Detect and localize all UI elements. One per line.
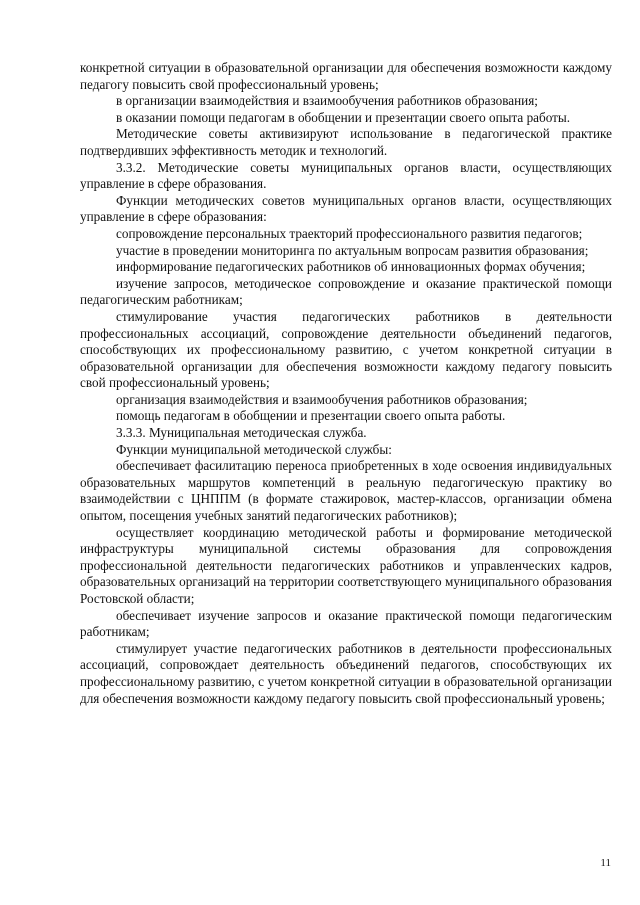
paragraph: информирование педагогических работников об инновационных формах обучения; xyxy=(116,259,586,275)
paragraph: 3.3.3. Муниципальная методическая служба. xyxy=(116,425,367,441)
paragraph: 3.3.2. Методические советы муниципальных органов власти, осуществляющих управление в сфере образования. xyxy=(80,159,612,192)
paragraph: стимулирует участие педагогических работников в деятельности профессиональных ассоциаций, сопровождает деятельность объединений педагогов, способствующих их профессиональному развитию, с учетом конкретной ситуации в образовательной организации для обеспечения возможности каждому педагогу повысить свой профессиональный уровень; xyxy=(80,640,612,706)
paragraph: обеспечивает изучение запросов и оказание практической помощи педагогическим работникам; xyxy=(80,607,612,640)
paragraph: организация взаимодействия и взаимообучения работников образования; xyxy=(116,391,528,407)
paragraph: конкретной ситуации в образовательной организации для обеспечения возможности каждому педагогу повысить свой профессиональный уровень; xyxy=(80,60,612,92)
paragraph: стимулирование участия педагогических работников в деятельности профессиональных ассоциаций, сопровождение деятельности объединений педагогов, способствующих их профессиональному развитию, с учетом конкретной ситуации в образовательной организации для обеспечения возможности каждому педагогу повысить свой профессиональный уровень; xyxy=(80,308,612,391)
paragraph: участие в проведении мониторинга по актуальным вопросам развития образования; xyxy=(116,242,589,258)
paragraph: обеспечивает фасилитацию переноса приобретенных в ходе освоения индивидуальных образовательных маршрутов компетенций в реальную педагогическую практику во взаимодействии с ЦНППМ (в формате стажировок, мастер-классов, организации обмена опытом, посещения учебных занятий педагогических работников); xyxy=(80,458,612,524)
paragraph: Функции муниципальной методической службы: xyxy=(116,441,392,457)
paragraph: помощь педагогам в обобщении и презентации своего опыта работы. xyxy=(116,408,506,424)
paragraph: Функции методических советов муниципальных органов власти, осуществляющих управление в сфере образования: xyxy=(80,192,612,225)
paragraph: Методические советы активизируют использование в педагогической практике подтвердивших эффективность методик и технологий. xyxy=(80,126,612,158)
paragraph: осуществляет координацию методической работы и формирование методической инфраструктуры муниципальной системы образования для сопровождения профессиональной деятельности педагогических работников и управленческих кадров, образовательных организаций на территории соответствующего муниципального образования Ростовской области; xyxy=(80,524,612,606)
document-body xyxy=(80,60,612,707)
paragraph: в оказании помощи педагогам в обобщении и презентации своего опыта работы. xyxy=(116,109,571,125)
page-number: 11 xyxy=(600,857,611,869)
paragraph: в организации взаимодействия и взаимообучения работников образования; xyxy=(116,93,538,109)
paragraph: сопровождение персональных траекторий профессионального развития педагогов; xyxy=(116,225,583,241)
paragraph: изучение запросов, методическое сопровождение и оказание практической помощи педагогическим работникам; xyxy=(80,275,612,308)
